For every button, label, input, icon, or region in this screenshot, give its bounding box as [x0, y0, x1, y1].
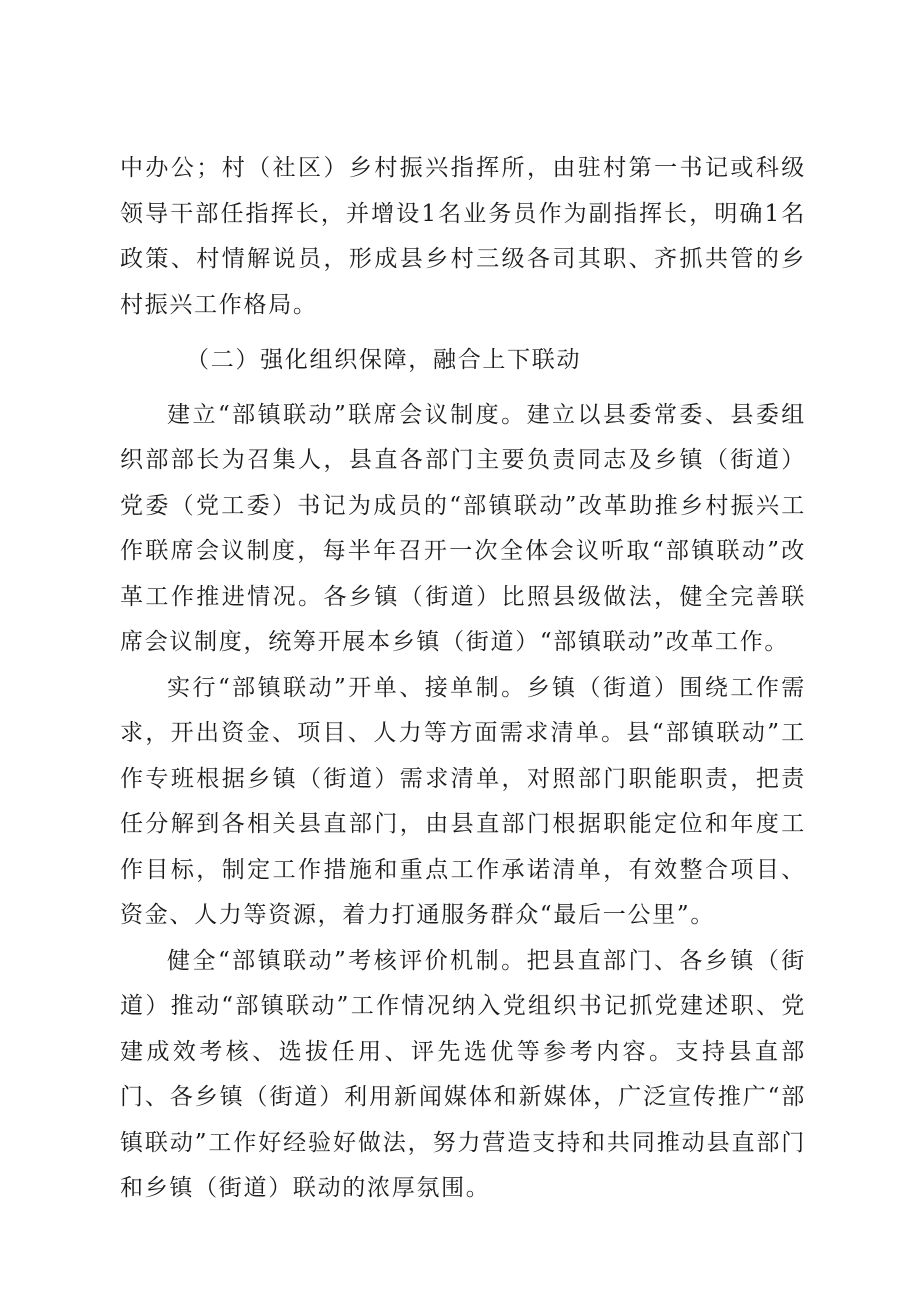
paragraph-continuation: 中办公；村（社区）乡村振兴指挥所，由驻村第一书记或科级领导干部任指挥长，并增设1名业务员作为副指挥长，明确1名政策、村情解说员，形成县乡村三级各司其职、齐抓共管的乡村振兴工作格局。	[120, 155, 806, 318]
paragraph-order-system: 实行“部镇联动”开单、接单制。乡镇（街道）围绕工作需求，开出资金、项目、人力等方面需求清单。县“部镇联动”工作专班根据乡镇（街道）需求清单，对照部门职能职责，把责任分解到各相关县直部门，由县直部门根据职能定位和年度工作目标，制定工作措施和重点工作承诺清单，有效整合项目、资金、人力等资源，着力打通服务群众“最后一公里”。	[120, 674, 806, 928]
paragraph-joint-meeting: 建立“部镇联动”联席会议制度。建立以县委常委、县委组织部部长为召集人，县直各部门主要负责同志及乡镇（街道）党委（党工委）书记为成员的“部镇联动”改革助推乡村振兴工作联席会议制度，每半年召开一次全体会议听取“部镇联动”改革工作推进情况。各乡镇（街道）比照县级做法，健全完善联席会议制度，统筹开展本乡镇（街道）“部镇联动”改革工作。	[120, 401, 806, 655]
section-heading: （二）强化组织保障，融合上下联动	[186, 347, 582, 373]
document-body	[120, 146, 806, 1212]
paragraph-evaluation: 健全“部镇联动”考核评价机制。把县直部门、各乡镇（街道）推动“部镇联动”工作情况纳入党组织书记抓党建述职、党建成效考核、选拔任用、评先选优等参考内容。支持县直部门、各乡镇（街道）利用新闻媒体和新媒体，广泛宣传推广“部镇联动”工作好经验好做法，努力营造支持和共同推动县直部门和乡镇（街道）联动的浓厚氛围。	[120, 947, 806, 1201]
spacer	[120, 328, 806, 338]
